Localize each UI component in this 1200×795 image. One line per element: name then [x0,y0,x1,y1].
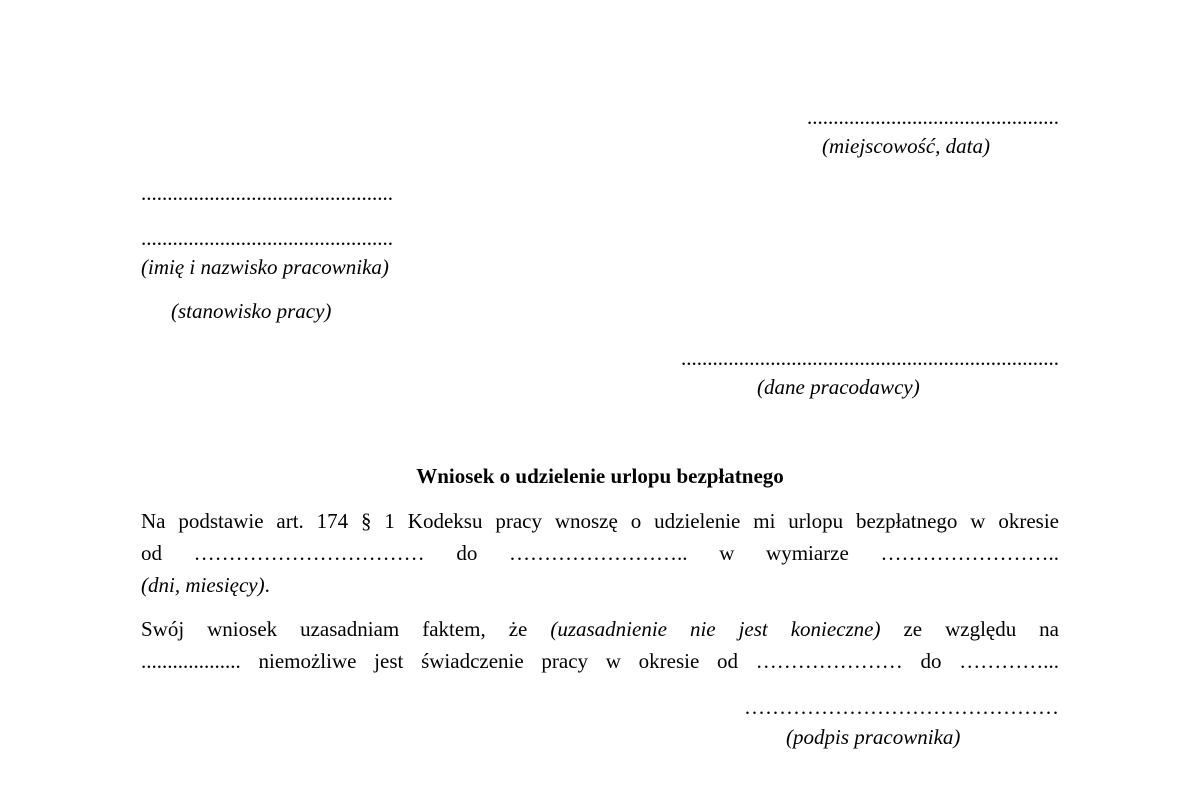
period-from-dots: ………………… [755,649,903,673]
justification-text-4: do [920,649,942,673]
date-from-dots: …………………………… [193,541,425,565]
employee-name-label: (imię i nazwisko pracownika) [141,255,389,279]
justification-text-2: ze względu na [903,617,1060,641]
justification-paragraph [141,613,1059,677]
date-to-dots: …………………….. [509,541,688,565]
employee-name-dots: ................................................ [141,181,393,205]
request-paragraph [141,505,1059,601]
signature-label: (podpis pracownika) [786,725,961,749]
justification-line-1 [141,613,1059,645]
employee-position-dots: ................................................ [141,226,393,250]
unit-period: . [264,573,270,597]
justification-line-2 [141,645,1059,677]
employee-position-label: (stanowisko pracy) [171,299,332,323]
employer-dots: ........................................................................ [681,346,1059,370]
request-line-1: Na podstawie art. 174 § 1 Kodeksu pracy wnoszę o udzielenie mi urlopu bezpłatnego w okresie [141,509,1059,533]
word-do: do [456,541,478,565]
period-to-dots: …………... [959,649,1060,673]
signature-dots: ……………………………………… [744,695,1059,719]
justification-text-3: niemożliwe jest świadczenie pracy w okresie od [258,649,739,673]
word-wymiarze: w wymiarze [719,541,849,565]
request-line-2 [141,537,1059,569]
word-od: od [141,541,162,565]
request-line-3 [141,569,1059,601]
reason-dots: ................... [141,649,241,673]
place-date-dots: ................................................ [807,105,1059,129]
place-date-label: (miejscowość, data) [822,134,990,158]
justification-text-1: Swój wniosek uzasadniam faktem, że [141,617,528,641]
unit-label: (dni, miesięcy) [141,573,265,597]
employer-label: (dane pracodawcy) [757,375,920,399]
justification-note: (uzasadnienie nie jest konieczne) [550,617,881,641]
document-title: Wniosek o udzielenie urlopu bezpłatnego [416,464,784,488]
duration-dots: …………………….. [880,541,1059,565]
